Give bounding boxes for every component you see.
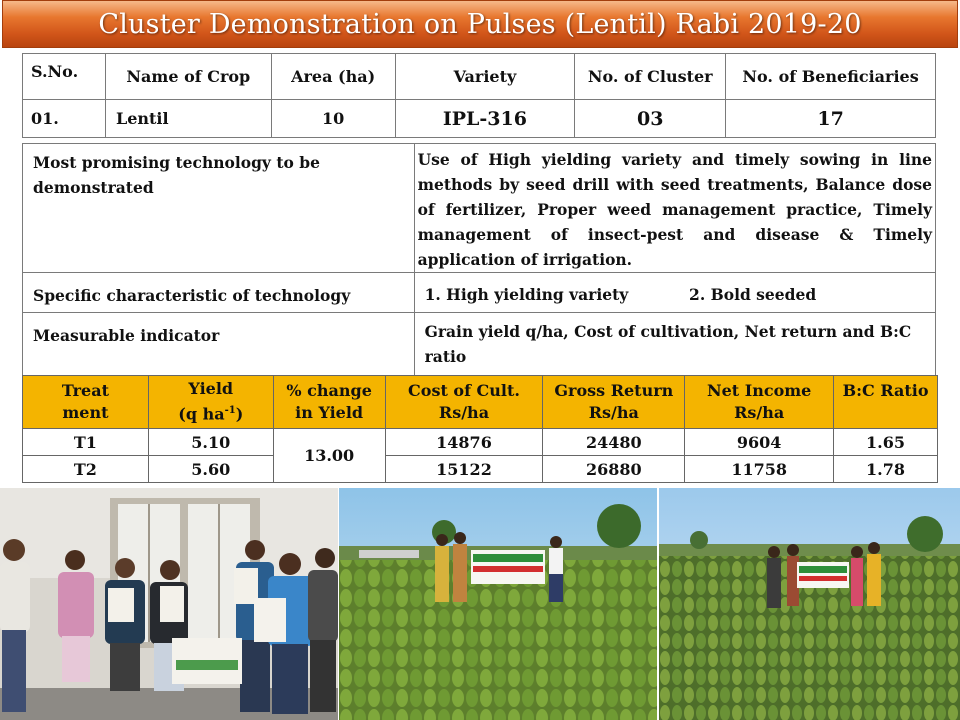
cell-crop: Lentil — [105, 100, 271, 138]
technology-table — [22, 143, 936, 379]
indicator-value: Grain yield q/ha, Cost of cultivation, Net return and B:C ratio — [414, 313, 935, 379]
cell-area: 10 — [271, 100, 395, 138]
characteristic-item-2: 2. Bold seeded — [689, 284, 817, 304]
photo-strip — [0, 488, 960, 720]
header-sno: S.No. — [23, 54, 106, 100]
header-clusters: No. of Cluster — [575, 54, 726, 100]
summary-table — [22, 53, 936, 138]
technology-row — [23, 144, 936, 273]
technology-value: Use of High yielding variety and timely sowing in line methods by seed drill with seed treatments, Balance dose of fertilizer, Proper weed management practice, Timely management of insect-pest and disease & Timely application of irrigation. — [414, 144, 935, 273]
cell-percent-change: 13.00 — [273, 429, 385, 483]
cell-treatment: T2 — [23, 456, 149, 483]
header-treatment: Treat ment — [23, 376, 149, 429]
cell-yield: 5.10 — [148, 429, 273, 456]
header-bc-ratio: B:C Ratio — [834, 376, 938, 429]
cell-clusters: 03 — [575, 100, 726, 138]
technology-label: Most promising technology to be demonstrated — [23, 144, 415, 273]
photo-field-banner-2 — [659, 488, 960, 720]
results-row-t1 — [23, 429, 938, 456]
header-crop: Name of Crop — [105, 54, 271, 100]
cell-treatment: T1 — [23, 429, 149, 456]
results-table — [22, 375, 938, 483]
characteristic-row — [23, 273, 936, 313]
cell-gross-return: 26880 — [543, 456, 685, 483]
cell-beneficiaries: 17 — [726, 100, 936, 138]
header-percent-change: % change in Yield — [273, 376, 385, 429]
results-row-t2 — [23, 456, 938, 483]
page-title: Cluster Demonstration on Pulses (Lentil) Rabi 2019-20 — [98, 8, 862, 40]
header-net-income: Net Income Rs/ha — [685, 376, 834, 429]
cell-net-income: 11758 — [685, 456, 834, 483]
summary-data-row — [23, 100, 936, 138]
header-gross-return: Gross Return Rs/ha — [543, 376, 685, 429]
cell-sno: 01. — [23, 100, 106, 138]
results-header-row — [23, 376, 938, 429]
cell-bc-ratio: 1.65 — [834, 429, 938, 456]
header-area: Area (ha) — [271, 54, 395, 100]
cell-gross-return: 24480 — [543, 429, 685, 456]
indicator-label: Measurable indicator — [23, 313, 415, 379]
photo-field-banner-1 — [339, 488, 657, 720]
cell-cost: 15122 — [385, 456, 543, 483]
cell-variety: IPL-316 — [395, 100, 575, 138]
characteristic-value — [414, 273, 935, 313]
cell-yield: 5.60 — [148, 456, 273, 483]
photo-input-distribution — [0, 488, 338, 720]
header-yield: Yield (q $ha^{-1}$) — [148, 376, 273, 429]
indicator-row — [23, 313, 936, 379]
summary-header-row — [23, 54, 936, 100]
characteristic-item-1: 1. High yielding variety — [424, 284, 629, 304]
characteristic-label: Specific characteristic of technology — [23, 273, 415, 313]
header-beneficiaries: No. of Beneficiaries — [726, 54, 936, 100]
header-cost: Cost of Cult. Rs/ha — [385, 376, 543, 429]
cell-net-income: 9604 — [685, 429, 834, 456]
title-banner — [2, 0, 958, 48]
cell-bc-ratio: 1.78 — [834, 456, 938, 483]
cell-cost: 14876 — [385, 429, 543, 456]
header-variety: Variety — [395, 54, 575, 100]
